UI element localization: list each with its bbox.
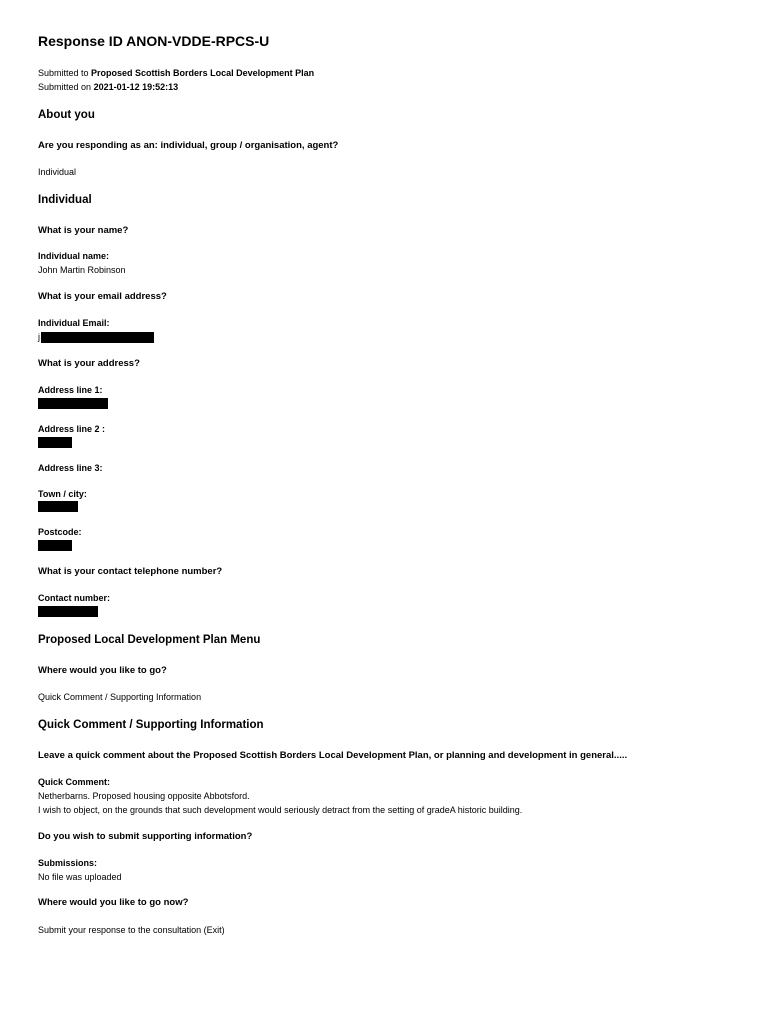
section-heading-about-you: About you bbox=[38, 109, 95, 121]
submitted-on-line bbox=[38, 82, 178, 92]
response-title: Response ID ANON-VDDE-RPCS-U bbox=[38, 33, 270, 49]
label-submissions: Submissions: bbox=[38, 858, 98, 868]
label-individual-name: Individual name: bbox=[38, 251, 110, 261]
question-supporting-info: Do you wish to submit supporting information? bbox=[38, 831, 253, 842]
redaction-address-line-2 bbox=[38, 437, 72, 448]
redaction-contact-number bbox=[38, 606, 98, 617]
answer-go-now: Submit your response to the consultation (Exit) bbox=[38, 925, 225, 935]
label-town-city: Town / city: bbox=[38, 489, 87, 499]
value-individual-name: John Martin Robinson bbox=[38, 265, 126, 275]
section-heading-plan-menu: Proposed Local Development Plan Menu bbox=[38, 634, 261, 646]
submitted-to-line bbox=[38, 68, 314, 78]
label-address-line-1: Address line 1: bbox=[38, 385, 103, 395]
redaction-postcode bbox=[38, 540, 72, 551]
question-email: What is your email address? bbox=[38, 291, 167, 302]
comment-line: I wish to object, on the grounds that such development would seriously detract from the setting of gradeA historic building. bbox=[38, 805, 523, 815]
redaction-email bbox=[41, 332, 154, 343]
redaction-town-city bbox=[38, 501, 78, 512]
question-name: What is your name? bbox=[38, 225, 129, 236]
submitted-on-value: 2021-01-12 19:52:13 bbox=[93, 82, 179, 92]
submitted-to-value: Proposed Scottish Borders Local Development Plan bbox=[91, 68, 315, 78]
label-address-line-2: Address line 2 : bbox=[38, 424, 106, 434]
section-heading-quick-comment: Quick Comment / Supporting Information bbox=[38, 719, 264, 731]
value-submissions: No file was uploaded bbox=[38, 872, 122, 882]
redaction-address-line-1 bbox=[38, 398, 108, 409]
comment-line: Netherbarns. Proposed housing opposite Abbotsford. bbox=[38, 791, 250, 801]
question-quick-comment: Leave a quick comment about the Proposed Scottish Borders Local Development Plan, or planning and development in general..... bbox=[38, 750, 628, 761]
question-telephone: What is your contact telephone number? bbox=[38, 566, 223, 577]
question-respondent-type: Are you responding as an: individual, group / organisation, agent? bbox=[38, 140, 339, 151]
answer-where-to-go: Quick Comment / Supporting Information bbox=[38, 692, 202, 702]
question-address: What is your address? bbox=[38, 358, 140, 369]
section-heading-individual: Individual bbox=[38, 194, 92, 206]
question-where-to-go: Where would you like to go? bbox=[38, 665, 167, 676]
answer-respondent-type: Individual bbox=[38, 167, 77, 177]
submitted-on-label: Submitted on bbox=[38, 82, 92, 92]
question-go-now: Where would you like to go now? bbox=[38, 897, 189, 908]
label-postcode: Postcode: bbox=[38, 527, 82, 537]
label-quick-comment: Quick Comment: bbox=[38, 777, 111, 787]
submitted-to-label: Submitted to bbox=[38, 68, 89, 78]
value-email-prefix: j bbox=[38, 332, 40, 342]
label-contact-number: Contact number: bbox=[38, 593, 110, 603]
label-address-line-3: Address line 3: bbox=[38, 463, 103, 473]
label-individual-email: Individual Email: bbox=[38, 318, 110, 328]
